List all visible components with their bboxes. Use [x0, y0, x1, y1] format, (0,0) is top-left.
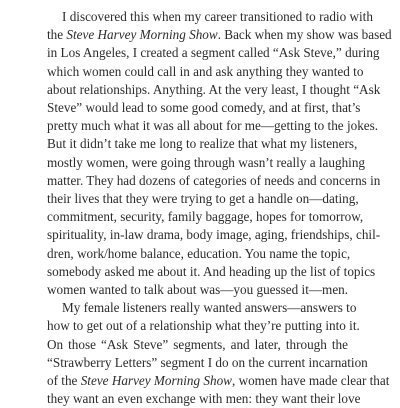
text-run: their lives that they were trying to get a handle on—dating,	[47, 191, 359, 207]
text-run: dren, work/home balance, education. You name the topic,	[47, 245, 351, 261]
text-run: My female listeners really wanted answers—answers to	[62, 300, 357, 316]
text-run: “Strawberry Letters” segment I do on the current incarnation	[47, 354, 368, 370]
text-line: the Steve Harvey Morning Show. Back when my show was based	[47, 27, 392, 43]
text-line	[47, 99, 361, 117]
text-run: But it didn’t take me long to realize that what my listeners,	[47, 136, 358, 152]
text-run: in Los Angeles, I created a segment called “Ask Steve,” during	[47, 45, 380, 61]
paragraph	[47, 8, 392, 299]
text-line	[47, 81, 381, 99]
text-line	[47, 299, 357, 317]
text-run: mostly women, were going through wasn’t really a laughing	[47, 154, 366, 170]
text-run: commitment, security, family baggage, hopes for tomorrow,	[47, 209, 364, 225]
text-run: , women have made clear that	[231, 373, 390, 389]
text-line	[47, 336, 348, 354]
text-line	[47, 63, 364, 81]
text-run: matter. They had dozens of categories of needs and concerns in	[47, 172, 381, 188]
italic-title: Steve Harvey Morning Show	[66, 27, 218, 43]
text-line	[47, 354, 368, 372]
text-line	[47, 154, 366, 172]
text-run: spirituality, in-law drama, body image, aging, friendships, chil-	[47, 227, 381, 243]
text-run: I discovered this when my career transitioned to radio with	[62, 9, 373, 24]
text-run: which women could call in and ask anything they wanted to	[47, 63, 364, 79]
text-run: On those “Ask Steve” segments, and later, through the	[47, 336, 348, 352]
text-line	[47, 172, 381, 190]
text-line	[47, 263, 376, 281]
text-line	[47, 317, 360, 335]
text-line	[47, 208, 364, 226]
text-line	[47, 372, 390, 390]
text-line	[47, 117, 379, 135]
text-run: somebody asked me about it. And heading up the list of topics	[47, 263, 376, 279]
text-run: about relationships. Anything. At the very least, I thought “Ask	[47, 81, 381, 97]
text-line	[47, 226, 381, 244]
text-run: . Back when my show was based	[217, 27, 392, 43]
text-line	[47, 135, 358, 153]
text-run: they want an even exchange with men: they want their love	[47, 391, 361, 407]
paragraph	[47, 299, 390, 408]
text-line	[47, 281, 348, 299]
text-line	[47, 44, 380, 62]
text-run: Steve” would lead to some good comedy, and at first, that’s	[47, 100, 361, 116]
text-run: of the	[47, 373, 81, 389]
italic-title: Steve Harvey Morning Show	[80, 373, 232, 389]
text-line	[47, 245, 351, 263]
text-run: pretty much what it was all about for me—getting to the jokes.	[47, 118, 379, 134]
text-run: how to get out of a relationship what they’re putting into it.	[47, 318, 360, 334]
text-line	[47, 390, 361, 408]
text-line	[47, 190, 359, 208]
body-text	[47, 8, 392, 408]
text-run: women wanted to talk about was—you guessed it—men.	[47, 282, 349, 298]
text-line	[47, 8, 373, 26]
